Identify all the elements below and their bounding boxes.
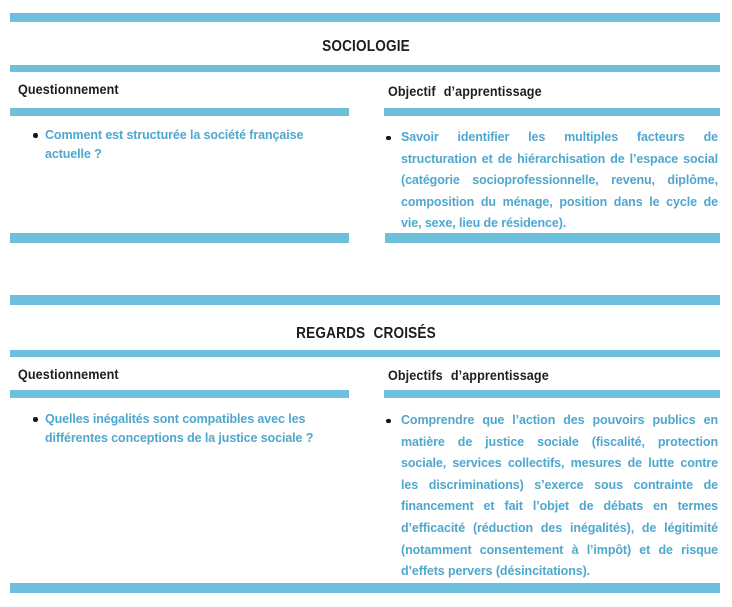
column-header-objectifs-2: Objectifs d’apprentissage bbox=[388, 367, 549, 383]
list-item: Quelles inégalités sont compatibles avec les différentes conceptions de la justice sociale ? bbox=[10, 410, 345, 448]
divider-bar-bottom bbox=[10, 583, 720, 593]
divider-bar-left-col bbox=[10, 233, 349, 243]
divider-bar-top bbox=[10, 13, 720, 22]
questionnement-list-1 bbox=[10, 126, 345, 164]
divider-bar-right-col bbox=[384, 108, 720, 116]
list-item: Savoir identifier les multiples facteurs de structuration et de hiérarchisation de l’espace social (catégorie socioprofessionnelle, revenu, diplôme, composition du ménage, position dans le cycle de vie, sexe, lieu de résidence). bbox=[385, 127, 718, 235]
divider-bar-left-col bbox=[10, 390, 349, 398]
section-title-sociologie: SOCIOLOGIE bbox=[322, 38, 410, 55]
list-item: Comprendre que l’action des pouvoirs publics en matière de justice sociale (fiscalité, protection sociale, services collectifs, mesures de lutte contre les discriminations) s’exerce sous contrainte de financement et fait l’objet de débats en termes d’efficacité (réduction des inégalités), de légitimité (notamment consentement à l’impôt) et de risque d’effets pervers (désincitations). bbox=[385, 410, 718, 583]
divider-bar bbox=[10, 295, 720, 305]
objectifs-list-2 bbox=[385, 410, 718, 583]
divider-bar-right-col bbox=[384, 390, 720, 398]
section-title-regards-croises: REGARDS CROISÉS bbox=[296, 325, 436, 342]
questionnement-list-2 bbox=[10, 410, 345, 448]
divider-bar bbox=[10, 65, 720, 72]
objectif-list-1 bbox=[385, 127, 718, 235]
column-header-questionnement-2: Questionnement bbox=[18, 366, 119, 382]
list-item: Comment est structurée la société française actuelle ? bbox=[10, 126, 345, 164]
divider-bar bbox=[10, 350, 720, 357]
divider-bar-right-col bbox=[385, 233, 720, 243]
column-header-questionnement-1: Questionnement bbox=[18, 81, 119, 97]
column-header-objectif-1: Objectif d’apprentissage bbox=[388, 83, 542, 99]
divider-bar-left-col bbox=[10, 108, 349, 116]
